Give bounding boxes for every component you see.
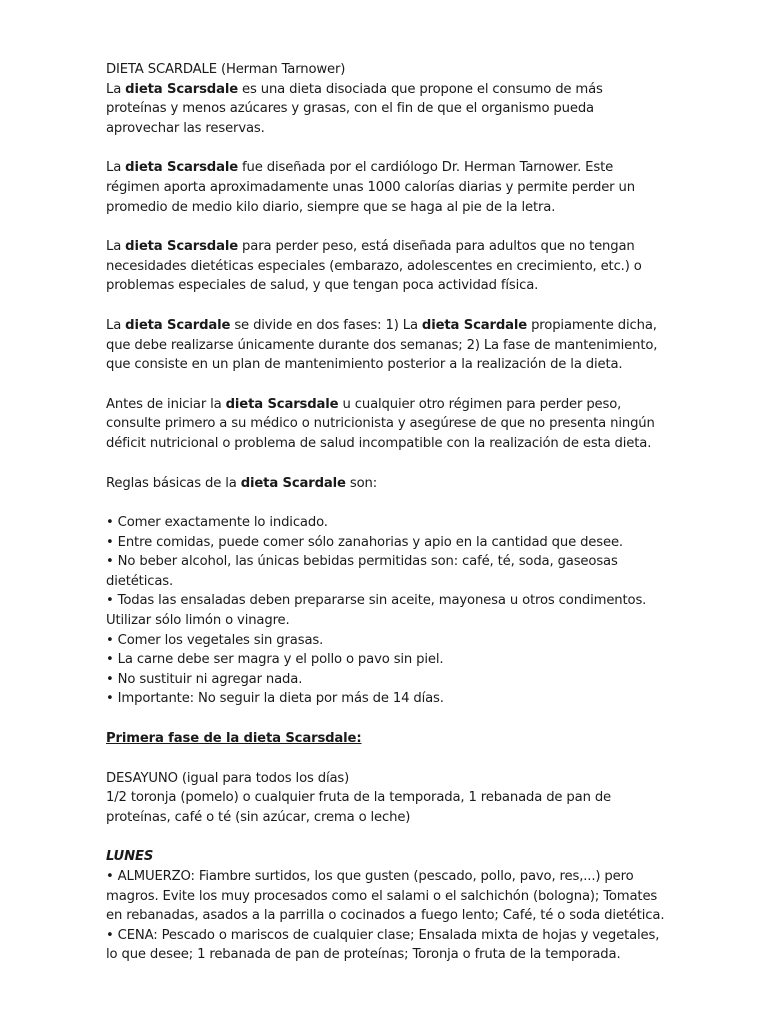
paragraph-text: fue diseñada por el cardiólogo Dr. Herman Tarnower. Este régimen aporta aproximadamente unas 1000 calorías diarias y permite perder un promedio de medio kilo diario, siempre que se haga al pie de la letra. bbox=[106, 160, 635, 215]
list-item: • La carne debe ser magra y el pollo o pavo sin piel. bbox=[106, 652, 444, 668]
breakfast-text: 1/2 toronja (pomelo) o cualquier fruta de la temporada, 1 rebanada de pan de proteínas, café o té (sin azúcar, crema o leche) bbox=[106, 790, 612, 825]
list-item: • Todas las ensaladas deben prepararse sin aceite, mayonesa u otros condimentos. Utilizar sólo limón o vinagre. bbox=[106, 593, 647, 629]
emphasis-text: dieta Scarsdale bbox=[125, 239, 238, 255]
breakfast-heading: DESAYUNO (igual para todos los días) bbox=[106, 770, 350, 786]
paragraph-phases bbox=[106, 316, 666, 375]
paragraph-text: para perder peso, está diseñada para adultos que no tengan necesidades dietéticas especiales (embarazo, adolescentes en crecimiento, etc.) o problemas especiales de salud, y que tengan poca actividad física. bbox=[106, 239, 642, 294]
document-page bbox=[106, 60, 666, 965]
list-item: • Importante: No seguir la dieta por más de 14 días. bbox=[106, 691, 444, 707]
paragraph-text: son: bbox=[345, 475, 378, 491]
emphasis-text: dieta Scarsdale bbox=[225, 396, 339, 412]
section-heading: Primera fase de la dieta Scarsdale: bbox=[106, 731, 362, 747]
paragraph-intro bbox=[106, 80, 666, 139]
paragraph-warning bbox=[106, 395, 666, 454]
paragraph-text: propiamente dicha, que debe realizarse únicamente durante dos semanas; 2) La fase de mantenimiento, que consiste en un plan de mantenimiento posterior a la realización de la dieta. bbox=[106, 317, 658, 373]
document-title: DIETA SCARDALE (Herman Tarnower) bbox=[106, 62, 346, 77]
paragraph-text: La bbox=[106, 239, 126, 255]
emphasis-text: dieta Scarsdale bbox=[125, 81, 238, 97]
paragraph-text: se divide en dos fases: 1) La bbox=[230, 317, 422, 333]
paragraph-text: Reglas básicas de la bbox=[106, 475, 241, 491]
list-item: • Comer los vegetales sin grasas. bbox=[106, 632, 324, 648]
emphasis-text: dieta Scardale bbox=[421, 317, 528, 333]
paragraph-text: La bbox=[106, 317, 126, 333]
list-item: • CENA: Pescado o mariscos de cualquier clase; Ensalada mixta de hojas y vegetales, lo que desee; 1 rebanada de pan de proteínas; Toronja o fruta de la temporada. bbox=[106, 927, 660, 963]
emphasis-text: dieta Scarsdale bbox=[125, 160, 238, 176]
list-item: • No beber alcohol, las únicas bebidas permitidas son: café, té, soda, gaseosas dietéticas. bbox=[106, 554, 618, 589]
emphasis-text: dieta Scardale bbox=[240, 475, 346, 491]
list-item: • Comer exactamente lo indicado. bbox=[106, 515, 328, 531]
list-item: • No sustituir ni agregar nada. bbox=[106, 671, 303, 687]
paragraph-origin bbox=[106, 158, 666, 217]
paragraph-audience bbox=[106, 237, 666, 296]
paragraph-text: es una dieta disociada que propone el consumo de más proteínas y menos azúcares y grasas, con el fin de que el organismo pueda aprovechar las reservas. bbox=[106, 81, 603, 136]
paragraph-text: u cualquier otro régimen para perder peso, consulte primero a su médico o nutricionista y asegúrese de que no presenta ningún déficit nutricional o problema de salud incompatible con la realización de esta dieta. bbox=[106, 396, 655, 451]
paragraph-text: Antes de iniciar la bbox=[106, 396, 226, 412]
paragraph-text: La bbox=[106, 160, 126, 176]
day-heading: LUNES bbox=[106, 849, 154, 865]
list-item: • ALMUERZO: Fiambre surtidos, los que gusten (pescado, pollo, pavo, res,...) pero magros. Evite los muy procesados como el salami o el salchichón (bologna); Tomates en rebanadas, asados a la parrilla o cocinados a fuego lento; Café, té o soda dietética. bbox=[106, 869, 665, 924]
paragraph-text: La bbox=[106, 81, 126, 97]
emphasis-text: dieta Scardale bbox=[125, 317, 231, 333]
rules-list bbox=[106, 513, 666, 709]
list-item: • Entre comidas, puede comer sólo zanahorias y apio en la cantidad que desee. bbox=[106, 534, 623, 550]
paragraph-rules-intro bbox=[106, 474, 666, 494]
